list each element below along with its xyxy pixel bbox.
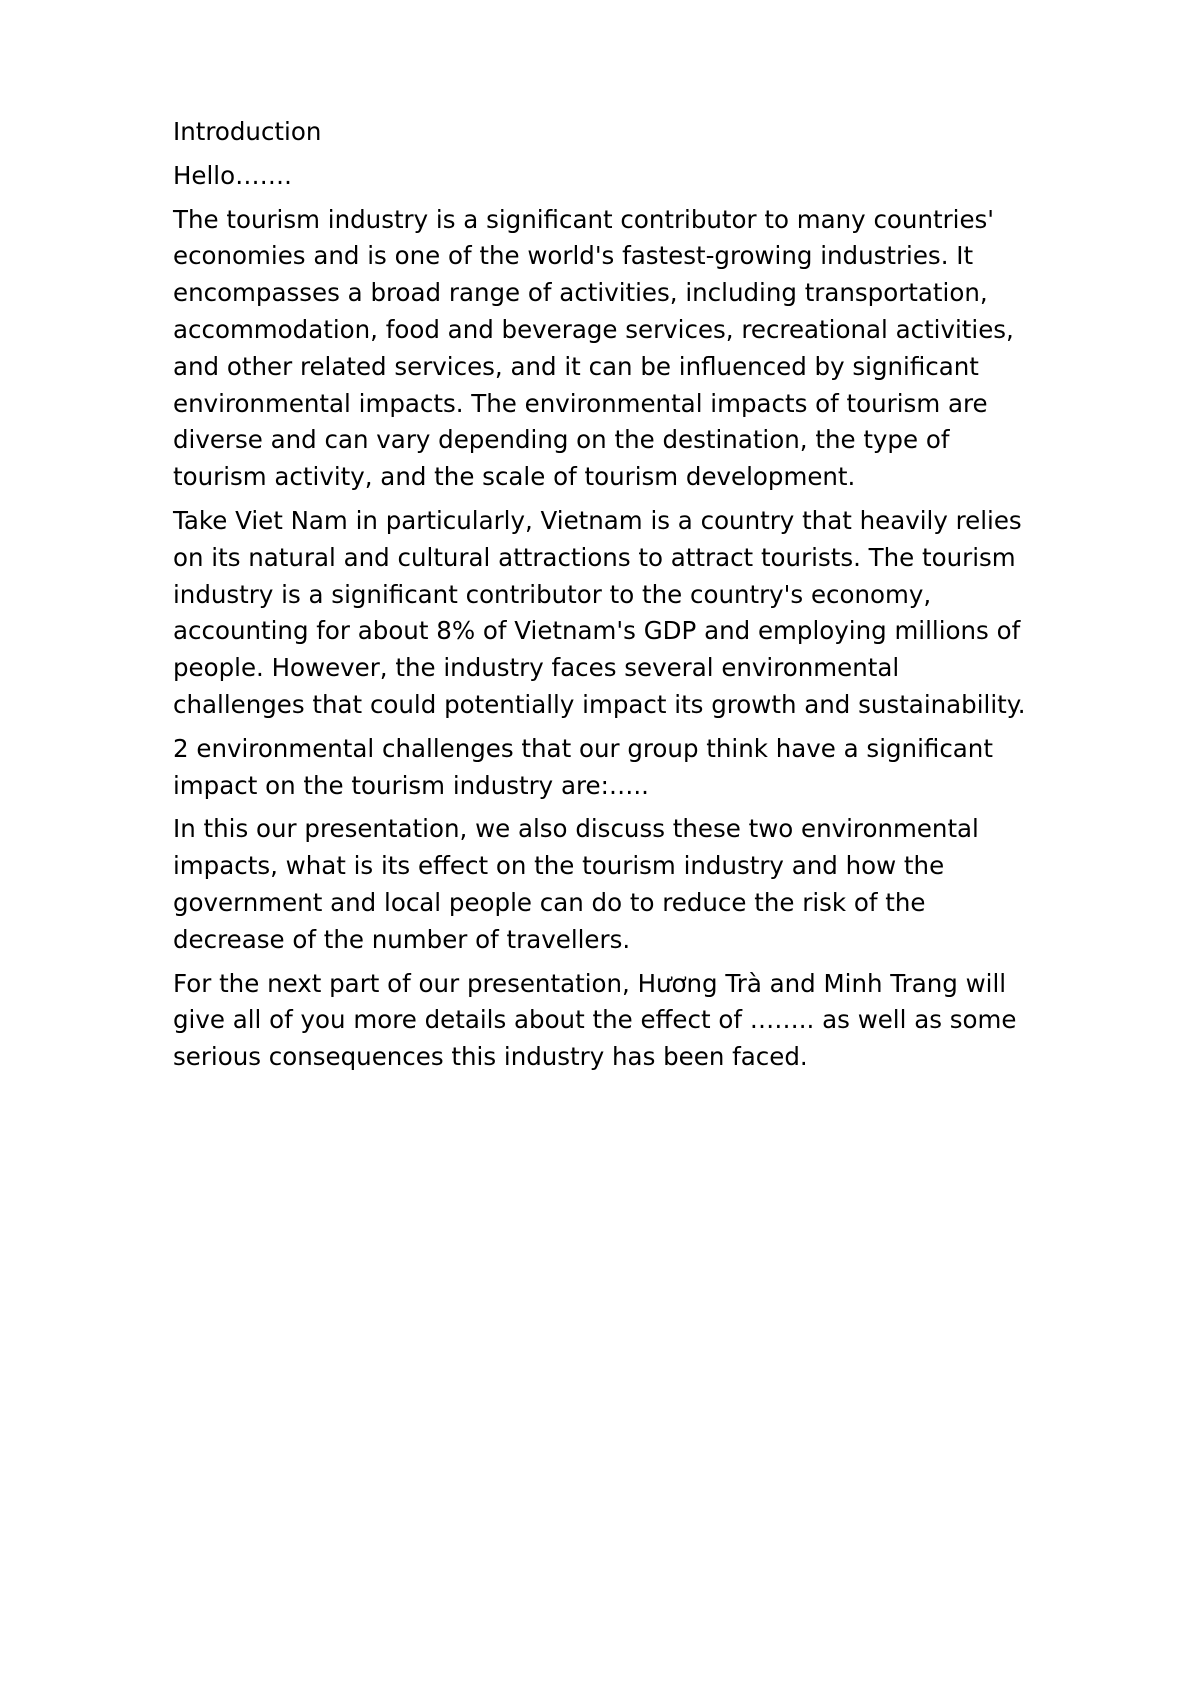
greeting-paragraph: Hello……. <box>173 160 292 190</box>
presentation-paragraph: In this our presentation, we also discuss these two environmental impacts, what is its effect on the tourism industry and how the government and local people can do to reduce the risk of the decrease of the number of travellers. <box>173 814 979 954</box>
section-heading: Introduction <box>173 117 322 146</box>
vietnam-paragraph: Take Viet Nam in particularly, Vietnam is a country that heavily relies on its natural and cultural attractions to attract tourists. The tourism industry is a significant contributor to the country's economy, accounting for about 8% of Vietnam's GDP and employing millions of people. However, the industry faces several environmental challenges that could potentially impact its growth and sustainability. <box>173 505 1026 719</box>
challenges-paragraph: 2 environmental challenges that our group think have a significant impact on the tourism industry are:….. <box>173 733 993 800</box>
tourism-overview-paragraph: The tourism industry is a significant contributor to many countries' economies and is one of the world's fastest-growing industries. It encompasses a broad range of activities, including transportation, accommodation, food and beverage services, recreational activities, and other related services, and it can be influenced by significant environmental impacts. The environmental impacts of tourism are diverse and can vary depending on the destination, the type of tourism activity, and the scale of tourism development. <box>173 204 1014 492</box>
next-part-paragraph: For the next part of our presentation, Hương Trà and Minh Trang will give all of you more details about the effect of …….. as well as some serious consequences this industry has been faced. <box>173 968 1017 1072</box>
document-body <box>173 114 1113 1083</box>
